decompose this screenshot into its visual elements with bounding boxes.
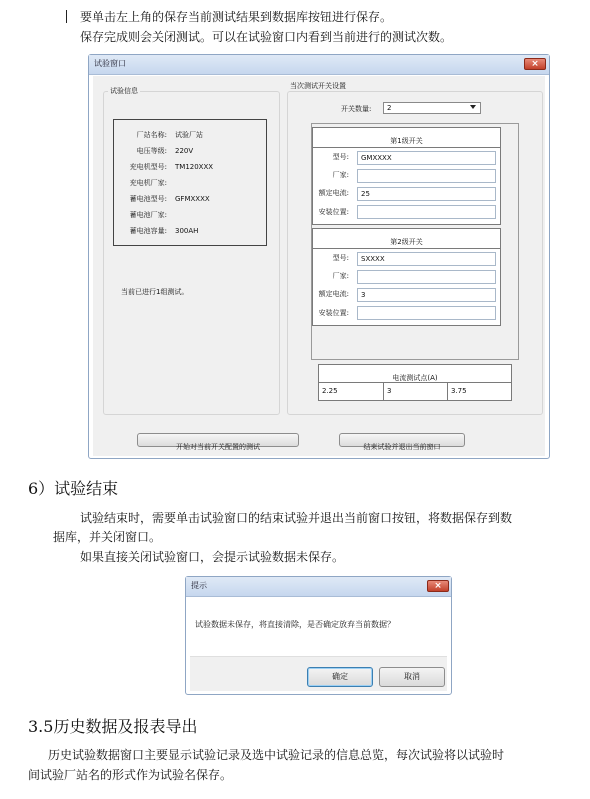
test-point-cell[interactable] <box>383 382 448 401</box>
intro-line-2: 保存完成则会关闭测试。可以在试验窗口内看到当前进行的测试次数。 <box>80 30 453 44</box>
switch-2-current-label: 额定电流: <box>318 290 349 298</box>
switch-count-value: 2 <box>387 104 392 112</box>
switch-2-model-input[interactable] <box>357 252 496 266</box>
test-count-status: 当前已进行1组测试。 <box>121 288 189 296</box>
end-test-label: 结束试验并退出当前窗口 <box>363 443 441 451</box>
unsaved-data-dialog <box>185 576 452 695</box>
switch-2-model-label: 型号: <box>332 254 349 262</box>
voltage-label: 电压等级: <box>136 147 167 155</box>
dialog-footer <box>190 656 447 691</box>
switch-2-header <box>313 229 500 249</box>
section-6-para2: 如果直接关闭试验窗口，会提示试验数据未保存。 <box>80 550 345 564</box>
switch-1-model-input[interactable] <box>357 151 496 165</box>
switch-2-model-value: SXXXX <box>361 255 385 263</box>
switch-1-model-label: 型号: <box>332 153 349 161</box>
switch-1-maker-label: 厂家: <box>332 171 349 179</box>
close-icon[interactable]: × <box>427 580 449 592</box>
info-box <box>113 119 267 246</box>
section-3-5-line2: 间试验厂站名的形式作为试验名保存。 <box>28 768 233 782</box>
switch-1-current-input[interactable] <box>357 187 496 201</box>
plant-name-value: 试验厂站 <box>175 131 203 139</box>
close-icon[interactable]: × <box>524 58 546 70</box>
test-point-cell[interactable] <box>318 382 384 401</box>
plant-name-label: 厂站名称: <box>136 131 167 139</box>
switch-1-location-label: 安装位置: <box>318 208 349 216</box>
battery-model-label: 蓄电池型号: <box>129 195 167 203</box>
switch-1-current-label: 额定电流: <box>318 189 349 197</box>
test-points-title: 电流测试点(A) <box>392 374 438 382</box>
start-test-label: 开始对当前开关配置的测试 <box>176 443 260 451</box>
switch-2-box <box>312 228 501 326</box>
test-window-title: 试验窗口 <box>94 59 126 68</box>
test-window <box>88 54 550 459</box>
switch-2-title: 第2级开关 <box>390 238 423 246</box>
start-test-button[interactable] <box>137 433 299 451</box>
info-group-label: 试验信息 <box>110 87 138 95</box>
charger-maker-label: 充电机厂家: <box>129 179 167 187</box>
test-window-body <box>93 76 545 456</box>
switch-count-label: 开关数量: <box>341 105 372 113</box>
chevron-down-icon <box>470 105 476 109</box>
switch-1-box <box>312 127 501 225</box>
end-test-button[interactable] <box>339 433 465 451</box>
test-point-value: 3.75 <box>451 387 467 395</box>
battery-capacity-label: 蓄电池容量: <box>129 227 167 235</box>
switch-group-label: 当次测试开关设置 <box>290 82 346 90</box>
switch-2-location-input[interactable] <box>357 306 496 320</box>
section-3-5-heading: 3.5历史数据及报表导出 <box>28 717 198 736</box>
switch-1-title: 第1级开关 <box>390 137 423 145</box>
section-6-para1-line1: 试验结束时，需要单击试验窗口的结束试验并退出当前窗口按钮，将数据保存到数 <box>80 511 513 525</box>
section-6-para1-line2: 据库，并关闭窗口。 <box>53 530 162 544</box>
battery-capacity-value: 300AH <box>175 227 199 235</box>
switch-2-current-input[interactable] <box>357 288 496 302</box>
switch-1-current-value: 25 <box>361 190 370 198</box>
voltage-value: 220V <box>175 147 194 155</box>
switch-2-maker-input[interactable] <box>357 270 496 284</box>
dialog-title: 提示 <box>191 581 207 590</box>
battery-model-value: GFMXXXX <box>175 195 210 203</box>
battery-maker-label: 蓄电池厂家: <box>129 211 167 219</box>
switch-2-maker-label: 厂家: <box>332 272 349 280</box>
charger-model-value: TM120XXX <box>175 163 214 171</box>
switch-1-model-value: GMXXXX <box>361 154 392 162</box>
intro-line-1: 要单击左上角的保存当前测试结果到数据库按钮进行保存。 <box>80 10 393 24</box>
switch-1-maker-input[interactable] <box>357 169 496 183</box>
switch-1-header <box>313 128 500 148</box>
test-point-value: 2.25 <box>322 387 338 395</box>
switch-count-select[interactable] <box>383 102 481 114</box>
test-points-header <box>318 364 512 383</box>
dialog-message: 试验数据未保存，将直接清除，是否确定放弃当前数据？ <box>195 620 395 629</box>
cancel-button[interactable]: 取消 <box>379 667 445 687</box>
test-point-value: 3 <box>387 387 392 395</box>
text-cursor-bar <box>66 10 67 23</box>
switch-2-location-label: 安装位置: <box>318 309 349 317</box>
dialog-titlebar[interactable] <box>186 577 451 597</box>
section-6-heading: 6）试验结束 <box>28 479 119 498</box>
switch-panel <box>311 123 519 360</box>
test-window-titlebar[interactable] <box>89 55 549 75</box>
switch-2-current-value: 3 <box>361 291 366 299</box>
test-point-cell[interactable] <box>447 382 512 401</box>
charger-model-label: 充电机型号: <box>129 163 167 171</box>
ok-button[interactable]: 确定 <box>307 667 373 687</box>
section-3-5-line1: 历史试验数据窗口主要显示试验记录及选中试验记录的信息总览，每次试验将以试验时 <box>48 748 505 762</box>
switch-1-location-input[interactable] <box>357 205 496 219</box>
dialog-body <box>190 598 447 691</box>
